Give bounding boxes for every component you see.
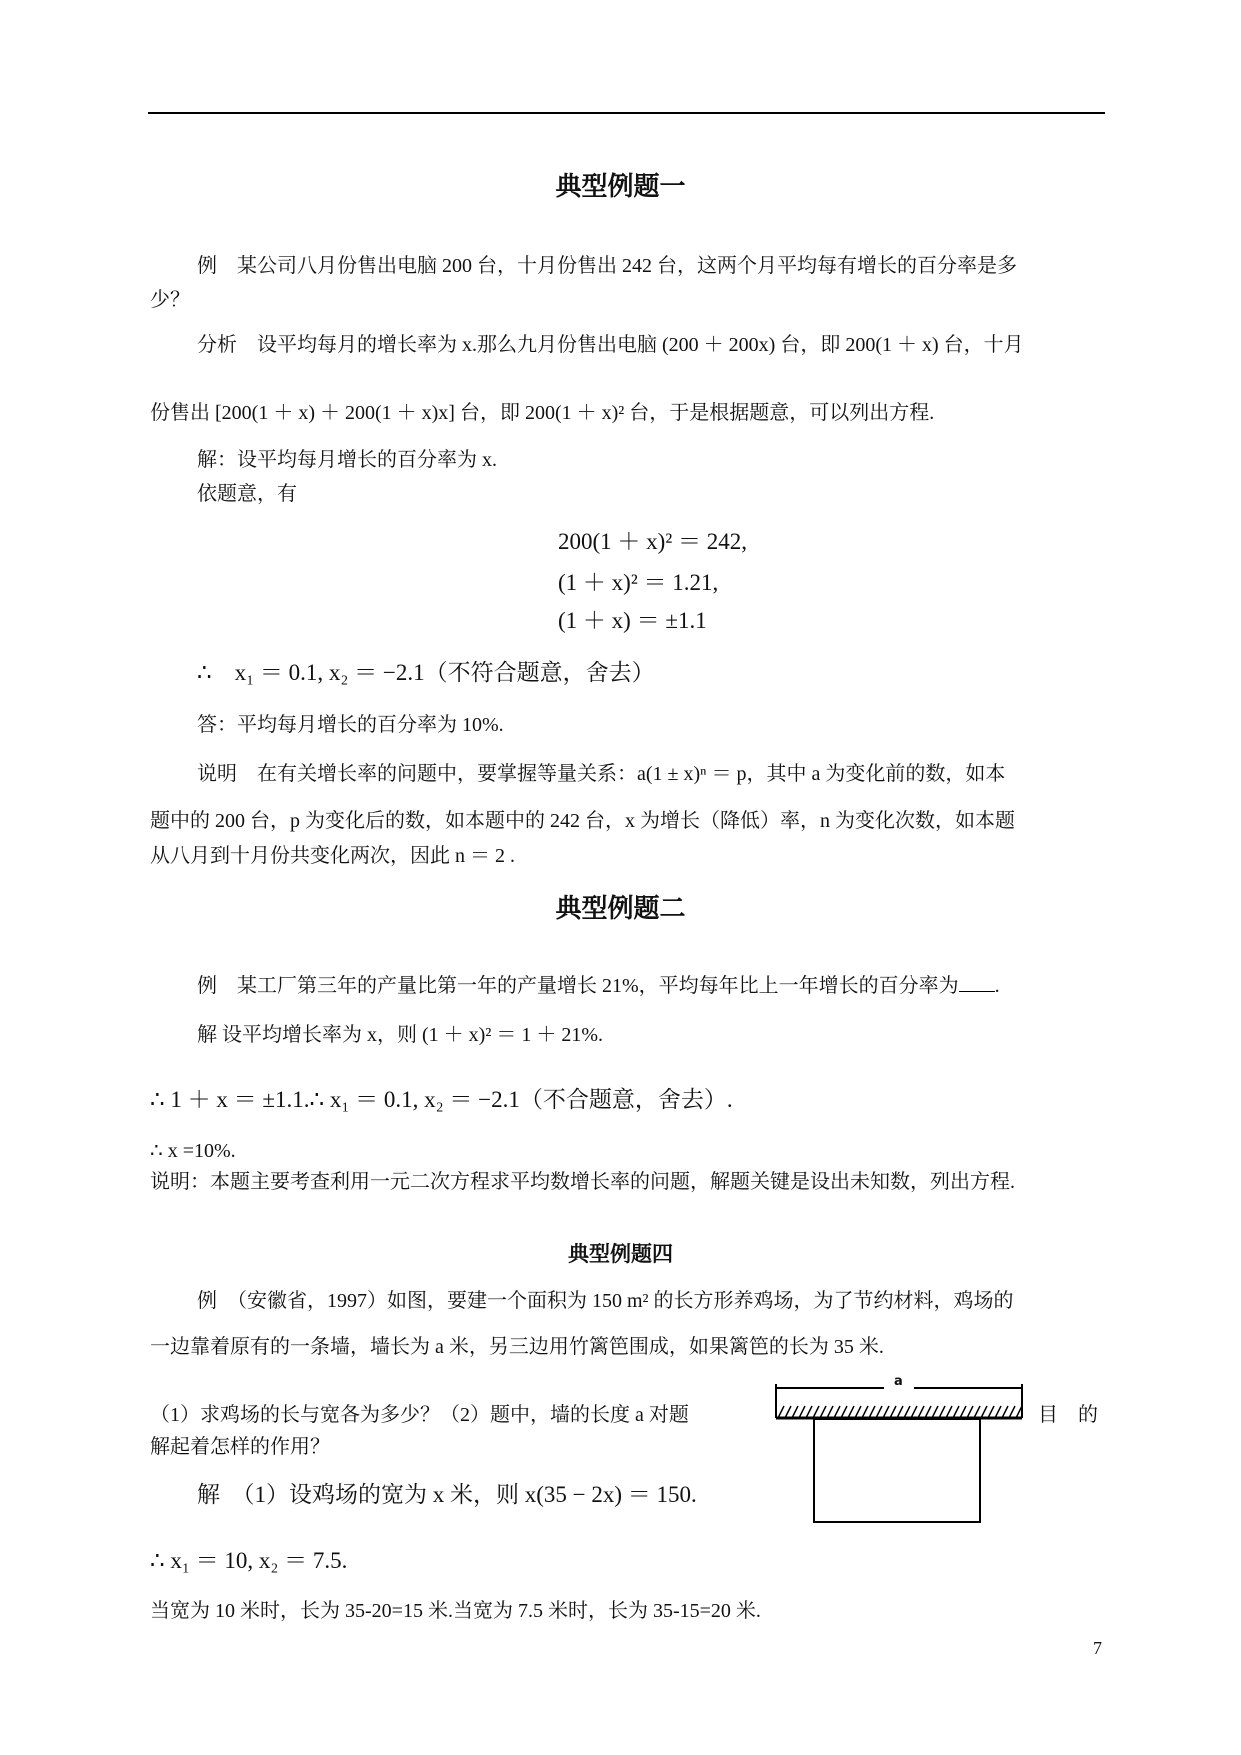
paragraph-line: 例 某公司八月份售出电脑 200 台，十月份售出 242 台，这两个月平均每有增长的百分率是多	[197, 255, 1017, 277]
paragraph-line: 例 （安徽省，1997）如图，要建一个面积为 150 m² 的长方形养鸡场，为了节约材料，鸡场的	[197, 1290, 1014, 1312]
equation: 200(1 ＋ x)² ＝ 242,	[558, 529, 747, 554]
chicken-farm-diagram	[774, 1376, 1024, 1526]
wall-hatch-mark	[827, 1406, 833, 1418]
page-number: 7	[1093, 1638, 1102, 1658]
paragraph-line: 份售出 [200(1 ＋ x) ＋ 200(1 ＋ x)x] 台，即 200(1 ＋ x)² 台，于是根据题意，可以列出方程.	[150, 402, 935, 424]
wall-hatch-mark	[778, 1406, 784, 1418]
paragraph-line: 解：设平均每月增长的百分率为 x.	[197, 449, 497, 471]
wall-hatch-mark	[848, 1406, 854, 1418]
wall-hatch-mark	[883, 1406, 889, 1418]
problem-line: 例 某工厂第三年的产量比第一年的产量增长 21%，平均每年比上一年增长的百分率为 .	[197, 975, 1000, 997]
header-rule	[148, 112, 1105, 114]
note-line: 题中的 200 台，p 为变化后的数，如本题中的 242 台，x 为增长（降低）率，n 为变化次数，如本题	[150, 810, 1015, 832]
wall-hatch-mark	[974, 1406, 980, 1418]
wall-and-fence-figure	[774, 1376, 1024, 1526]
section-title-2: 典型例题二	[555, 894, 686, 923]
wall-hatch-mark	[855, 1406, 861, 1418]
note-line: 从八月到十月份共变化两次，因此 n ＝ 2 .	[150, 845, 515, 867]
wall-length-label: a	[894, 1374, 903, 1389]
therefore-line: ∴ x₁ ＝ 0.1, x₂ ＝ −2.1（不符合题意，舍去）	[197, 660, 655, 685]
wall-hatch-mark	[904, 1406, 910, 1418]
solution-line: 解 设平均增长率为 x，则 (1 ＋ x)² ＝ 1 ＋ 21%.	[197, 1024, 603, 1046]
wall-hatch-mark	[925, 1406, 931, 1418]
paragraph-line: 依题意，有	[197, 483, 297, 505]
wall-hatch-mark	[911, 1406, 917, 1418]
wall-hatch-mark	[897, 1406, 903, 1418]
wall-hatch-mark	[869, 1406, 875, 1418]
question-line-right: 目 的	[1038, 1404, 1098, 1426]
section-title-1: 典型例题一	[555, 172, 686, 201]
wall-hatch-mark	[785, 1406, 791, 1418]
solution-line: 解 （1）设鸡场的宽为 x 米，则 x(35 − 2x) ＝ 150.	[197, 1482, 697, 1507]
wall-hatch-mark	[995, 1406, 1001, 1418]
wall-hatch-mark	[841, 1406, 847, 1418]
wall-hatch-mark	[939, 1406, 945, 1418]
wall-hatch-mark	[1009, 1406, 1015, 1418]
equation: (1 ＋ x) ＝ ±1.1	[558, 608, 707, 633]
question-line: 解起着怎样的作用？	[150, 1436, 330, 1458]
wall-hatch-mark	[960, 1406, 966, 1418]
therefore-line: ∴ x =10%.	[150, 1140, 236, 1162]
question-line: （1）求鸡场的长与宽各为多少？（2）题中，墙的长度 a 对题	[150, 1404, 689, 1426]
paragraph-line: 分析 设平均每月的增长率为 x.那么九月份售出电脑 (200 ＋ 200x) 台，即 200(1 ＋ x) 台，十月	[197, 334, 1024, 356]
section-title-4: 典型例题四	[568, 1242, 673, 1266]
wall-hatch-mark	[1002, 1406, 1008, 1418]
note-line: 说明：本题主要考查利用一元二次方程求平均数增长率的问题，解题关键是设出未知数，列出方程.	[150, 1171, 1015, 1193]
wall-hatch-mark	[806, 1406, 812, 1418]
wall-hatch-mark	[813, 1406, 819, 1418]
paragraph-line: 一边靠着原有的一条墙，墙长为 a 米，另三边用竹篱笆围成，如果篱笆的长为 35 米.	[150, 1336, 884, 1358]
answer-blank	[959, 973, 995, 992]
paragraph-line: 少？	[150, 289, 190, 311]
wall-hatch-mark	[988, 1406, 994, 1418]
wall-hatch-mark	[834, 1406, 840, 1418]
wall-hatch-mark	[918, 1406, 924, 1418]
therefore-line: ∴ 1 ＋ x ＝ ±1.1.∴ x₁ ＝ 0.1, x₂ ＝ −2.1（不合题意，舍去）.	[150, 1087, 733, 1112]
problem-text: 例 某工厂第三年的产量比第一年的产量增长 21%，平均每年比上一年增长的百分率为	[197, 975, 959, 997]
wall-hatch-mark	[862, 1406, 868, 1418]
equation: (1 ＋ x)² ＝ 1.21,	[558, 570, 719, 595]
wall-hatch-mark	[981, 1406, 987, 1418]
wall-hatch-mark	[967, 1406, 973, 1418]
wall-hatch-mark	[946, 1406, 952, 1418]
therefore-line: ∴ x₁ ＝ 10, x₂ ＝ 7.5.	[150, 1548, 348, 1573]
wall-hatch-mark	[890, 1406, 896, 1418]
conclusion-line: 当宽为 10 米时，长为 35-20=15 米.当宽为 7.5 米时，长为 35-15=20 米.	[150, 1600, 761, 1622]
wall-hatch-mark	[799, 1406, 805, 1418]
wall-hatch-mark	[820, 1406, 826, 1418]
wall-hatch-mark	[932, 1406, 938, 1418]
answer-line: 答：平均每月增长的百分率为 10%.	[197, 714, 504, 736]
wall-hatch-mark	[876, 1406, 882, 1418]
wall-hatch-mark	[953, 1406, 959, 1418]
wall-hatch-mark	[792, 1406, 798, 1418]
note-line: 说明 在有关增长率的问题中，要掌握等量关系：a(1 ± x)ⁿ ＝ p，其中 a 为变化前的数，如本	[197, 763, 1006, 785]
